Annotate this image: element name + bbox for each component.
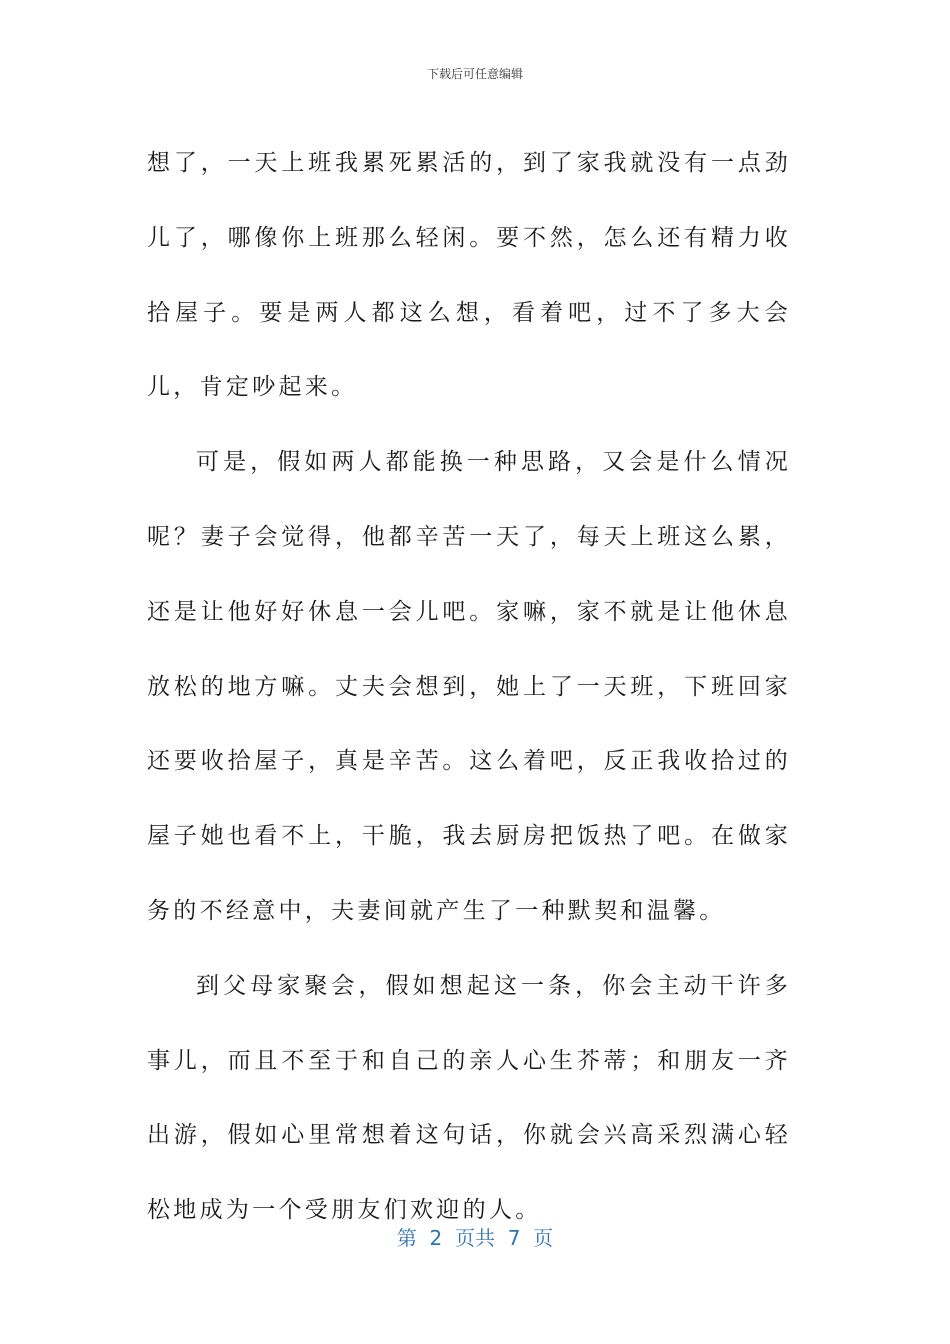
paragraph-continuation: 想了，一天上班我累死累活的，到了家我就没有一点劲儿了，哪像你上班那么轻闲。要不然，怎么还有精力收拾屋子。要是两人都这么想，看着吧，过不了多大会儿，肯定吵起来。 — [147, 150, 791, 401]
paragraph: 可是，假如两人都能换一种思路，又会是什么情况呢？妻子会觉得，他都辛苦一天了，每天上班这么累，还是让他好好休息一会儿吧。家嘛，家不就是让他休息放松的地方嘛。丈夫会想到，她上了一天班，下班回家还要收拾屋子，真是辛苦。这么着吧，反正我收拾过的屋子她也看不上，干脆，我去厨房把饭热了吧。在做家务的不经意中，夫妻间就产生了一种默契和温馨。 — [147, 449, 791, 924]
page-header: 下载后可任意编辑 — [426, 67, 523, 81]
page-number-footer: 第 2 页共 7 页 — [396, 1226, 554, 1250]
paragraph: 到父母家聚会，假如想起这一条，你会主动干许多事儿，而且不至于和自己的亲人心生芥蒂；和朋友一齐出游，假如心里常想着这句话，你就会兴高采烈满心轻松地成为一个受朋友们欢迎的人。 — [147, 972, 791, 1224]
document-body — [147, 126, 791, 1248]
